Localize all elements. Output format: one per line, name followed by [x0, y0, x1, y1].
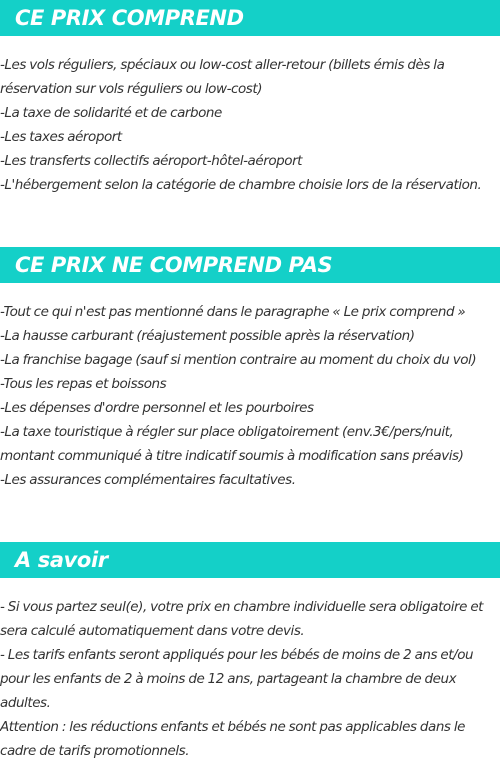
list-item: -Les taxes aéroport [0, 129, 122, 145]
section-body-prix-ne-comprend-pas [0, 300, 500, 492]
list-item: -La hausse carburant (réajustement possible après la réservation) [0, 328, 415, 344]
list-item: -Tous les repas et boissons [0, 376, 167, 392]
section-header-a-savoir [0, 542, 500, 578]
list-item: -Les dépenses d'ordre personnel et les pourboires [0, 400, 314, 416]
section-body-prix-comprend [0, 53, 500, 197]
list-item: -Les vols réguliers, spéciaux ou low-cost aller-retour (billets émis dès la réservation sur vols réguliers ou low-cost) [0, 57, 445, 97]
section-title: CE PRIX COMPREND [15, 6, 244, 30]
list-item: -Les transferts collectifs aéroport-hôtel-aéroport [0, 153, 303, 169]
list-item: Attention : les réductions enfants et bébés ne sont pas applicables dans le cadre de tarifs promotionnels. [0, 719, 466, 759]
section-title: A savoir [15, 548, 108, 572]
section-header-prix-comprend [0, 0, 500, 36]
section-title: CE PRIX NE COMPREND PAS [15, 253, 333, 277]
list-item: -Les assurances complémentaires facultatives. [0, 472, 296, 488]
list-item: -La franchise bagage (sauf si mention contraire au moment du choix du vol) [0, 352, 477, 368]
list-item: -La taxe touristique à régler sur place obligatoirement (env.3€/pers/nuit, montant communiqué à titre indicatif soumis à modification sans préavis) [0, 424, 464, 464]
list-item: -La taxe de solidarité et de carbone [0, 105, 222, 121]
list-item: - Les tarifs enfants seront appliqués pour les bébés de moins de 2 ans et/ou pour les enfants de 2 à moins de 12 ans, partageant la chambre de deux adultes. [0, 647, 474, 711]
list-item: -Tout ce qui n'est pas mentionné dans le paragraphe « Le prix comprend » [0, 304, 466, 320]
list-item: -L'hébergement selon la catégorie de chambre choisie lors de la réservation. [0, 177, 482, 193]
section-header-prix-ne-comprend-pas [0, 247, 500, 283]
section-body-a-savoir [0, 595, 500, 763]
list-item: - Si vous partez seul(e), votre prix en chambre individuelle sera obligatoire et sera calculé automatiquement dans votre devis. [0, 599, 484, 639]
